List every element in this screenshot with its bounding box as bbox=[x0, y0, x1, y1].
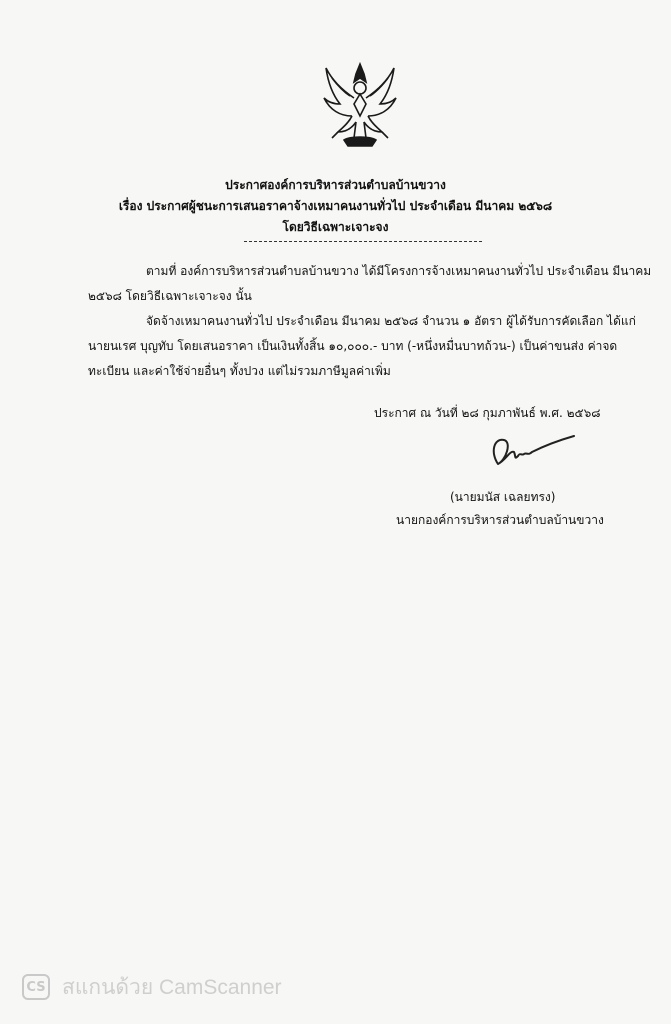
paragraph2-line2: นายนเรศ บุญทับ โดยเสนอราคา เป็นเงินทั้งสิ้น ๑๐,๐๐๐.- บาท (-หนึ่งหมื่นบาทถ้วน-) เป็นค่าขนส่ง ค่าจด bbox=[88, 339, 618, 353]
divider bbox=[244, 241, 482, 242]
document-method: โดยวิธีเฉพาะเจาะจง bbox=[282, 220, 389, 234]
paragraph1-line2: ๒๕๖๘ โดยวิธีเฉพาะเจาะจง นั้น bbox=[88, 289, 252, 303]
signer-title: นายกองค์การบริหารส่วนตำบลบ้านขวาง bbox=[396, 513, 604, 527]
announcement-date: ประกาศ ณ วันที่ ๒๘ กุมภาพันธ์ พ.ศ. ๒๕๖๘ bbox=[374, 406, 601, 420]
camscanner-watermark bbox=[22, 972, 282, 1002]
paragraph2-line1: จัดจ้างเหมาคนงานทั่วไป ประจำเดือน มีนาคม ๒๕๖๘ จำนวน ๑ อัตรา ผู้ได้รับการคัดเลือก ได้แก่ bbox=[146, 314, 636, 328]
document-title: ประกาศองค์การบริหารส่วนตำบลบ้านขวาง bbox=[225, 178, 446, 192]
camscanner-logo: CS bbox=[22, 974, 50, 1000]
signer-name: (นายมนัส เฉลยทรง) bbox=[450, 490, 556, 504]
handwritten-signature-icon bbox=[484, 430, 576, 472]
garuda-emblem-icon bbox=[318, 60, 402, 152]
paragraph1-line1: ตามที่ องค์การบริหารส่วนตำบลบ้านขวาง ได้มีโครงการจ้างเหมาคนงานทั่วไป ประจำเดือน มีนาคม bbox=[146, 264, 652, 278]
document-subject: เรื่อง ประกาศผู้ชนะการเสนอราคาจ้างเหมาคนงานทั่วไป ประจำเดือน มีนาคม ๒๕๖๘ bbox=[118, 199, 553, 213]
watermark-text: สแกนด้วย CamScanner bbox=[62, 975, 282, 999]
paragraph2-line3: ทะเบียน และค่าใช้จ่ายอื่นๆ ทั้งปวง แต่ไม่รวมภาษีมูลค่าเพิ่ม bbox=[88, 364, 391, 378]
